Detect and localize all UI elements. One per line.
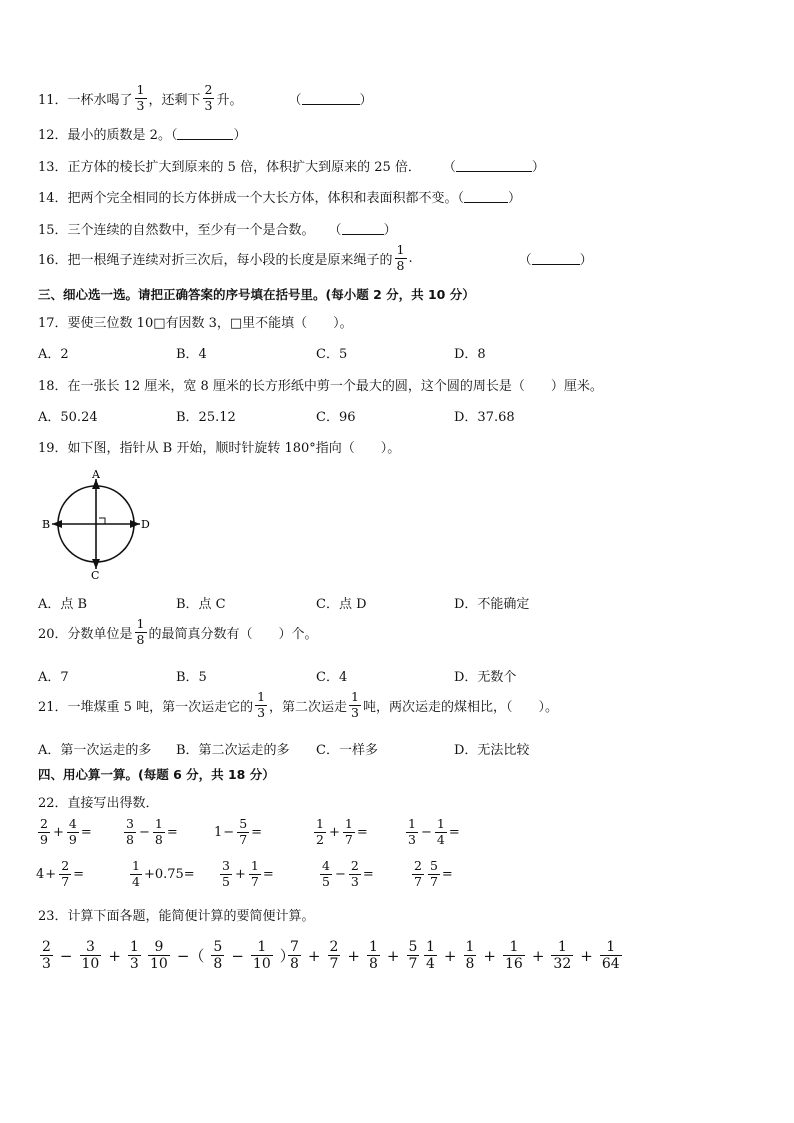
calc-item: $\frac{1}{2}$ + $\frac{1}{7}$ = [316, 816, 368, 847]
expression-2: $\frac{9}{10}$ −（ $\frac{5}{8}$ − $\frac{1}{10}$ ） [150, 939, 295, 972]
calc-item: $\frac{4}{5}$ − $\frac{2}{3}$ = [322, 858, 374, 889]
question-14: 14．把两个完全相同的长方体拼成一个大长方体，体积和表面积都不变。（ ） [38, 191, 522, 206]
calc-item: $\frac{3}{5}$ + $\frac{1}{7}$ = [222, 858, 274, 889]
expression-3: $\frac{7}{8}$ + $\frac{2}{7}$ + $\frac{1}{8}$ + $\frac{5}{7}$ [290, 939, 418, 972]
answer-blank[interactable] [456, 159, 532, 172]
option-a[interactable]: A．7 [38, 670, 69, 685]
option-d[interactable]: D．不能确定 [454, 597, 530, 612]
fraction: $\frac{1}{8}$ [396, 242, 405, 273]
label-c: C [91, 569, 100, 582]
option-b[interactable]: B．25.12 [176, 410, 236, 425]
answer-blank[interactable] [464, 190, 508, 203]
dial-diagram [40, 470, 160, 582]
option-a[interactable]: A．2 [38, 347, 69, 362]
option-d[interactable]: D．无法比较 [454, 743, 530, 758]
option-d[interactable]: D．无数个 [454, 670, 517, 685]
option-c[interactable]: C．5 [316, 347, 348, 362]
expression-1: $\frac{2}{3}$ − $\frac{3}{10}$ + $\frac{1}{3}$ [42, 939, 139, 972]
option-c[interactable]: C．4 [316, 670, 348, 685]
question-22: 22．直接写出得数． [38, 796, 159, 811]
question-15: 15．三个连续的自然数中，至少有一个是合数。 （ ） [38, 223, 397, 238]
calc-item: 4 + $\frac{2}{7}$ = [36, 858, 85, 889]
question-19: 19．如下图，指针从 B 开始，顺时针旋转 180°指向（ ）。 [38, 441, 401, 456]
question-17: 17．要使三位数 10□有因数 3，□里不能填（ ）。 [38, 316, 353, 331]
question-16: 16．把一根绳子连续对折三次后，每小段的长度是原来绳子的 $\frac{1}{8}$ . （ ） [38, 242, 593, 273]
option-a[interactable]: A．第一次运走的多 [38, 743, 152, 758]
answer-blank[interactable] [342, 222, 384, 235]
option-b[interactable]: B．第二次运走的多 [176, 743, 290, 758]
option-d[interactable]: D．37.68 [454, 410, 515, 425]
option-c[interactable]: C．96 [316, 410, 356, 425]
calc-item: $\frac{1}{4}$ +0.75 = [132, 858, 195, 889]
answer-blank[interactable] [302, 92, 360, 105]
question-12: 12．最小的质数是 2。（ ） [38, 128, 247, 143]
fraction: $\frac{1}{3}$ [257, 689, 266, 720]
expression-4: $\frac{1}{4}$ + $\frac{1}{8}$ + $\frac{1}{16}$ + $\frac{1}{32}$ + $\frac{1}{64}$ [426, 939, 620, 972]
label-a: A [92, 470, 100, 481]
question-18: 18．在一张长 12 厘米，宽 8 厘米的长方形纸中剪一个最大的圆，这个圆的周长是（ ）厘米。 [38, 379, 603, 394]
calc-item: $\frac{2}{9}$ + $\frac{4}{9}$ = [40, 816, 92, 847]
answer-blank[interactable] [532, 252, 580, 265]
option-b[interactable]: B．点 C [176, 597, 226, 612]
calc-item: 1 − $\frac{5}{7}$ = [214, 816, 263, 847]
label-d: D [141, 518, 150, 531]
fraction: $\frac{1}{3}$ [351, 689, 359, 720]
option-b[interactable]: B．4 [176, 347, 207, 362]
q11-text: 11．一杯水喝了 [38, 92, 133, 108]
label-b: B [42, 518, 51, 531]
section-3-heading: 三、细心选一选。请把正确答案的序号填在括号里。(每小题 2 分，共 10 分） [38, 287, 475, 302]
question-21: 21．一堆煤重 5 吨，第一次运走它的 $\frac{1}{3}$ ，第二次运走 $\frac{1}{3}$ 吨，两次运走的煤相比，（ ）。 [38, 689, 559, 720]
question-23: 23．计算下面各题，能简便计算的要简便计算。 [38, 909, 315, 924]
question-11: 11．一杯水喝了 $\frac{1}{3}$ ，还剩下 $\frac{2}{3}$ 升。 （ ） [38, 82, 373, 113]
section-4-heading: 四、用心算一算。(每题 6 分，共 18 分） [38, 767, 275, 782]
option-a[interactable]: A．点 B [38, 597, 88, 612]
option-c[interactable]: C．点 D [316, 597, 367, 612]
fraction: $\frac{2}{3}$ [204, 82, 213, 113]
calc-item: $\frac{3}{8}$ − $\frac{1}{8}$ = [126, 816, 178, 847]
option-c[interactable]: C．一样多 [316, 743, 378, 758]
fraction: $\frac{1}{3}$ [136, 82, 145, 113]
fraction: $\frac{1}{8}$ [136, 616, 145, 647]
question-20: 20．分数单位是 $\frac{1}{8}$ 的最简真分数有（ ）个。 [38, 616, 318, 647]
question-13: 13．正方体的棱长扩大到原来的 5 倍，体积扩大到原来的 25 倍． （ ） [38, 160, 545, 175]
answer-blank[interactable] [177, 127, 233, 140]
calc-item: $\frac{2}{7}$ $\frac{5}{7}$ = [414, 858, 453, 889]
option-a[interactable]: A．50.24 [38, 410, 98, 425]
option-d[interactable]: D．8 [454, 347, 486, 362]
calc-item: $\frac{1}{3}$ − $\frac{1}{4}$ = [408, 816, 460, 847]
option-b[interactable]: B．5 [176, 670, 207, 685]
